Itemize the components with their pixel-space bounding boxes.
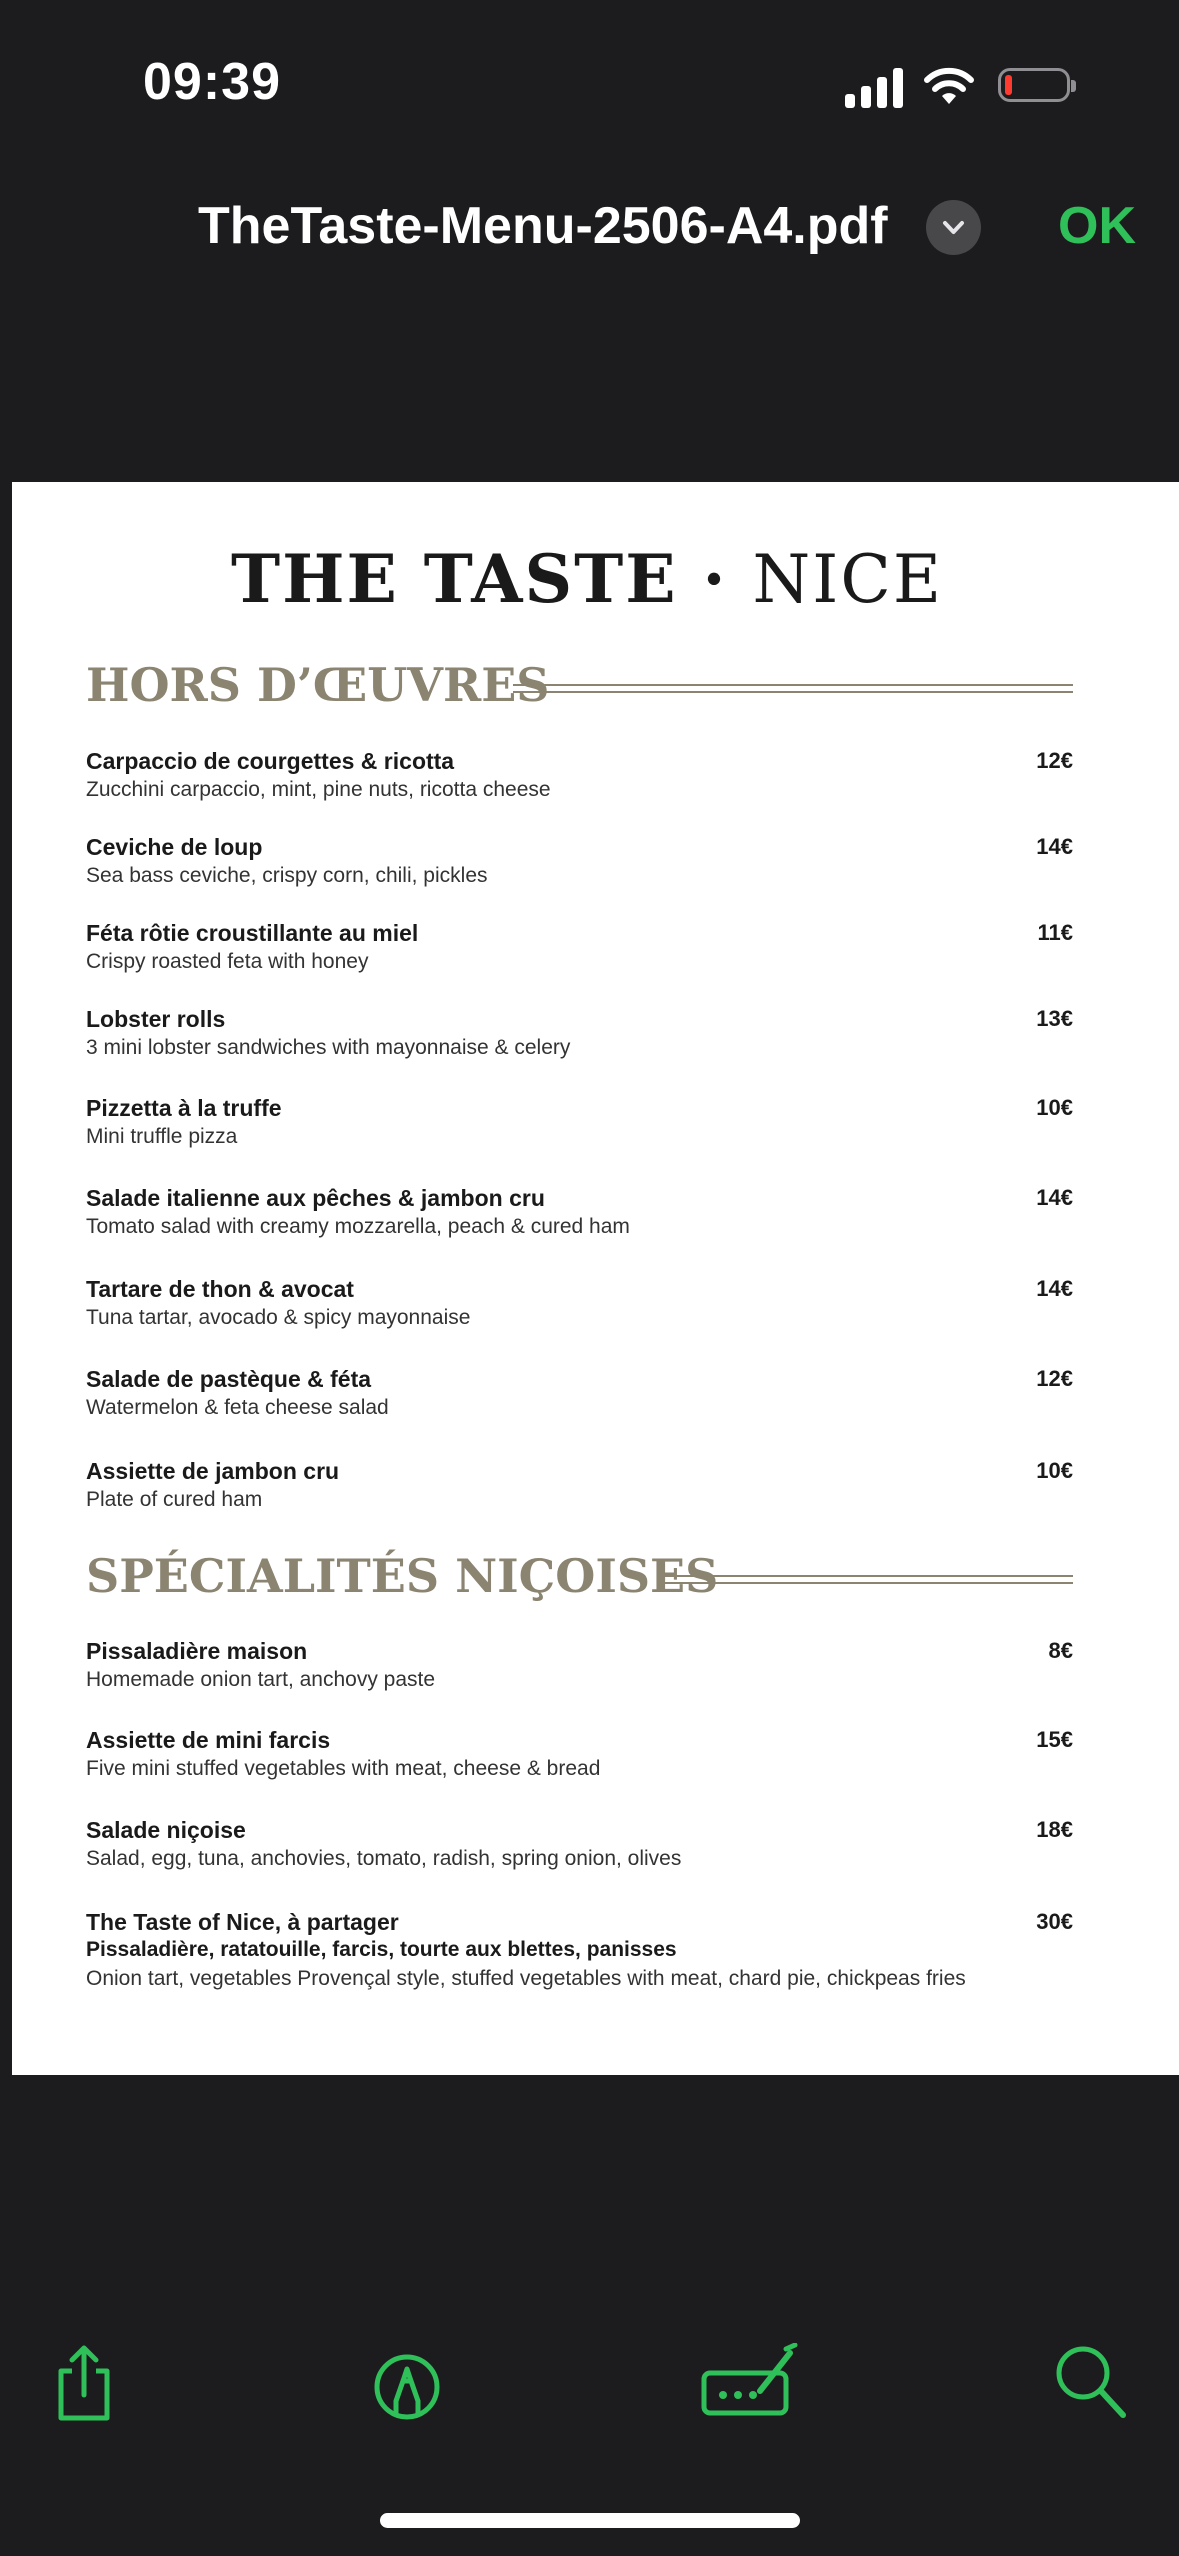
item-name: Tartare de thon & avocat [86,1276,354,1302]
pdf-page[interactable] [12,482,1179,2075]
item-description: Plate of cured ham [86,1488,263,1511]
chevron-down-icon [940,215,967,240]
item-price: 8€ [1048,1638,1073,1663]
item-name: Ceviche de loup [86,834,263,860]
item-description: Tomato salad with creamy mozzarella, peach & cured ham [86,1215,630,1238]
menu-item [86,919,1073,976]
item-name: Assiette de mini farcis [86,1727,331,1753]
item-price: 12€ [1036,1366,1073,1391]
item-description: Homemade onion tart, anchovy paste [86,1668,436,1691]
home-indicator[interactable] [380,2513,800,2528]
menu-item [86,1094,1073,1151]
section-header [86,658,1073,718]
menu-item [86,1908,1073,1993]
document-title[interactable]: TheTaste-Menu-2506-A4.pdf [198,197,888,255]
menu-item [86,1184,1073,1241]
menu-title [12,540,1162,618]
item-price: 14€ [1036,1276,1073,1301]
search-icon [1051,2343,1131,2423]
section-title: SPÉCIALITÉS NIÇOISES [86,1549,719,1603]
markup-icon [367,2343,447,2423]
item-name: Pissaladière maison [86,1638,308,1664]
fill-sign-button[interactable] [700,2343,800,2423]
item-name: Salade de pastèque & féta [86,1366,372,1392]
item-description: Five mini stuffed vegetables with meat, cheese & bread [86,1757,601,1780]
item-price: 30€ [1036,1909,1073,1934]
cellular-signal-icon [845,64,905,108]
battery-icon [998,68,1070,102]
menu-title-city: NICE [752,541,943,618]
item-price: 10€ [1036,1095,1073,1120]
menu-item [86,1275,1073,1332]
item-name: Assiette de jambon cru [86,1458,340,1484]
menu-item [86,833,1073,890]
ok-button[interactable]: OK [1058,197,1136,255]
section-header [86,1549,1073,1609]
item-description: Sea bass ceviche, crispy corn, chili, pickles [86,864,488,887]
item-price: 10€ [1036,1458,1073,1483]
item-price: 11€ [1037,920,1073,945]
item-price: 13€ [1036,1006,1073,1031]
section-title: HORS D’ŒUVRES [86,658,550,712]
item-description: Crispy roasted feta with honey [86,950,369,973]
menu-title-main: THE TASTE · [231,540,728,618]
menu-item [86,1816,1073,1873]
item-name: Féta rôtie croustillante au miel [86,920,419,946]
item-description: Watermelon & feta cheese salad [86,1396,389,1419]
menu-item [86,747,1073,804]
item-description: Salad, egg, tuna, anchovies, tomato, radish, spring onion, olives [86,1847,682,1870]
markup-button[interactable] [367,2343,447,2423]
item-name: Lobster rolls [86,1006,226,1032]
section-divider [513,684,1073,693]
item-subtitle: Pissaladière, ratatouille, farcis, tourte aux blettes, panisses [86,1938,677,1961]
wifi-icon [923,66,975,106]
item-price: 14€ [1036,834,1073,859]
menu-item [86,1726,1073,1783]
item-description: Tuna tartar, avocado & spicy mayonnaise [86,1306,471,1329]
menu-item [86,1637,1073,1694]
item-price: 18€ [1036,1817,1073,1842]
form-fill-icon [700,2343,800,2423]
item-description: 3 mini lobster sandwiches with mayonnaise & celery [86,1036,571,1059]
item-name: Pizzetta à la truffe [86,1095,282,1121]
item-description: Onion tart, vegetables Provençal style, stuffed vegetables with meat, chard pie, chickpeas fries [86,1967,966,1990]
item-name: The Taste of Nice, à partager [86,1909,399,1935]
item-price: 14€ [1036,1185,1073,1210]
item-name: Salade italienne aux pêches & jambon cru [86,1185,545,1211]
item-name: Salade niçoise [86,1817,246,1843]
title-menu-button[interactable] [926,200,981,255]
search-button[interactable] [1051,2343,1131,2423]
menu-item [86,1365,1073,1422]
share-button[interactable] [44,2343,124,2423]
item-description: Zucchini carpaccio, mint, pine nuts, ricotta cheese [86,778,551,801]
item-price: 12€ [1036,748,1073,773]
section-divider [661,1575,1073,1584]
item-price: 15€ [1036,1727,1073,1752]
item-name: Carpaccio de courgettes & ricotta [86,748,455,774]
menu-item [86,1005,1073,1062]
menu-item [86,1457,1073,1514]
status-time: 09:39 [143,53,281,111]
share-icon [44,2343,124,2423]
item-description: Mini truffle pizza [86,1125,238,1148]
